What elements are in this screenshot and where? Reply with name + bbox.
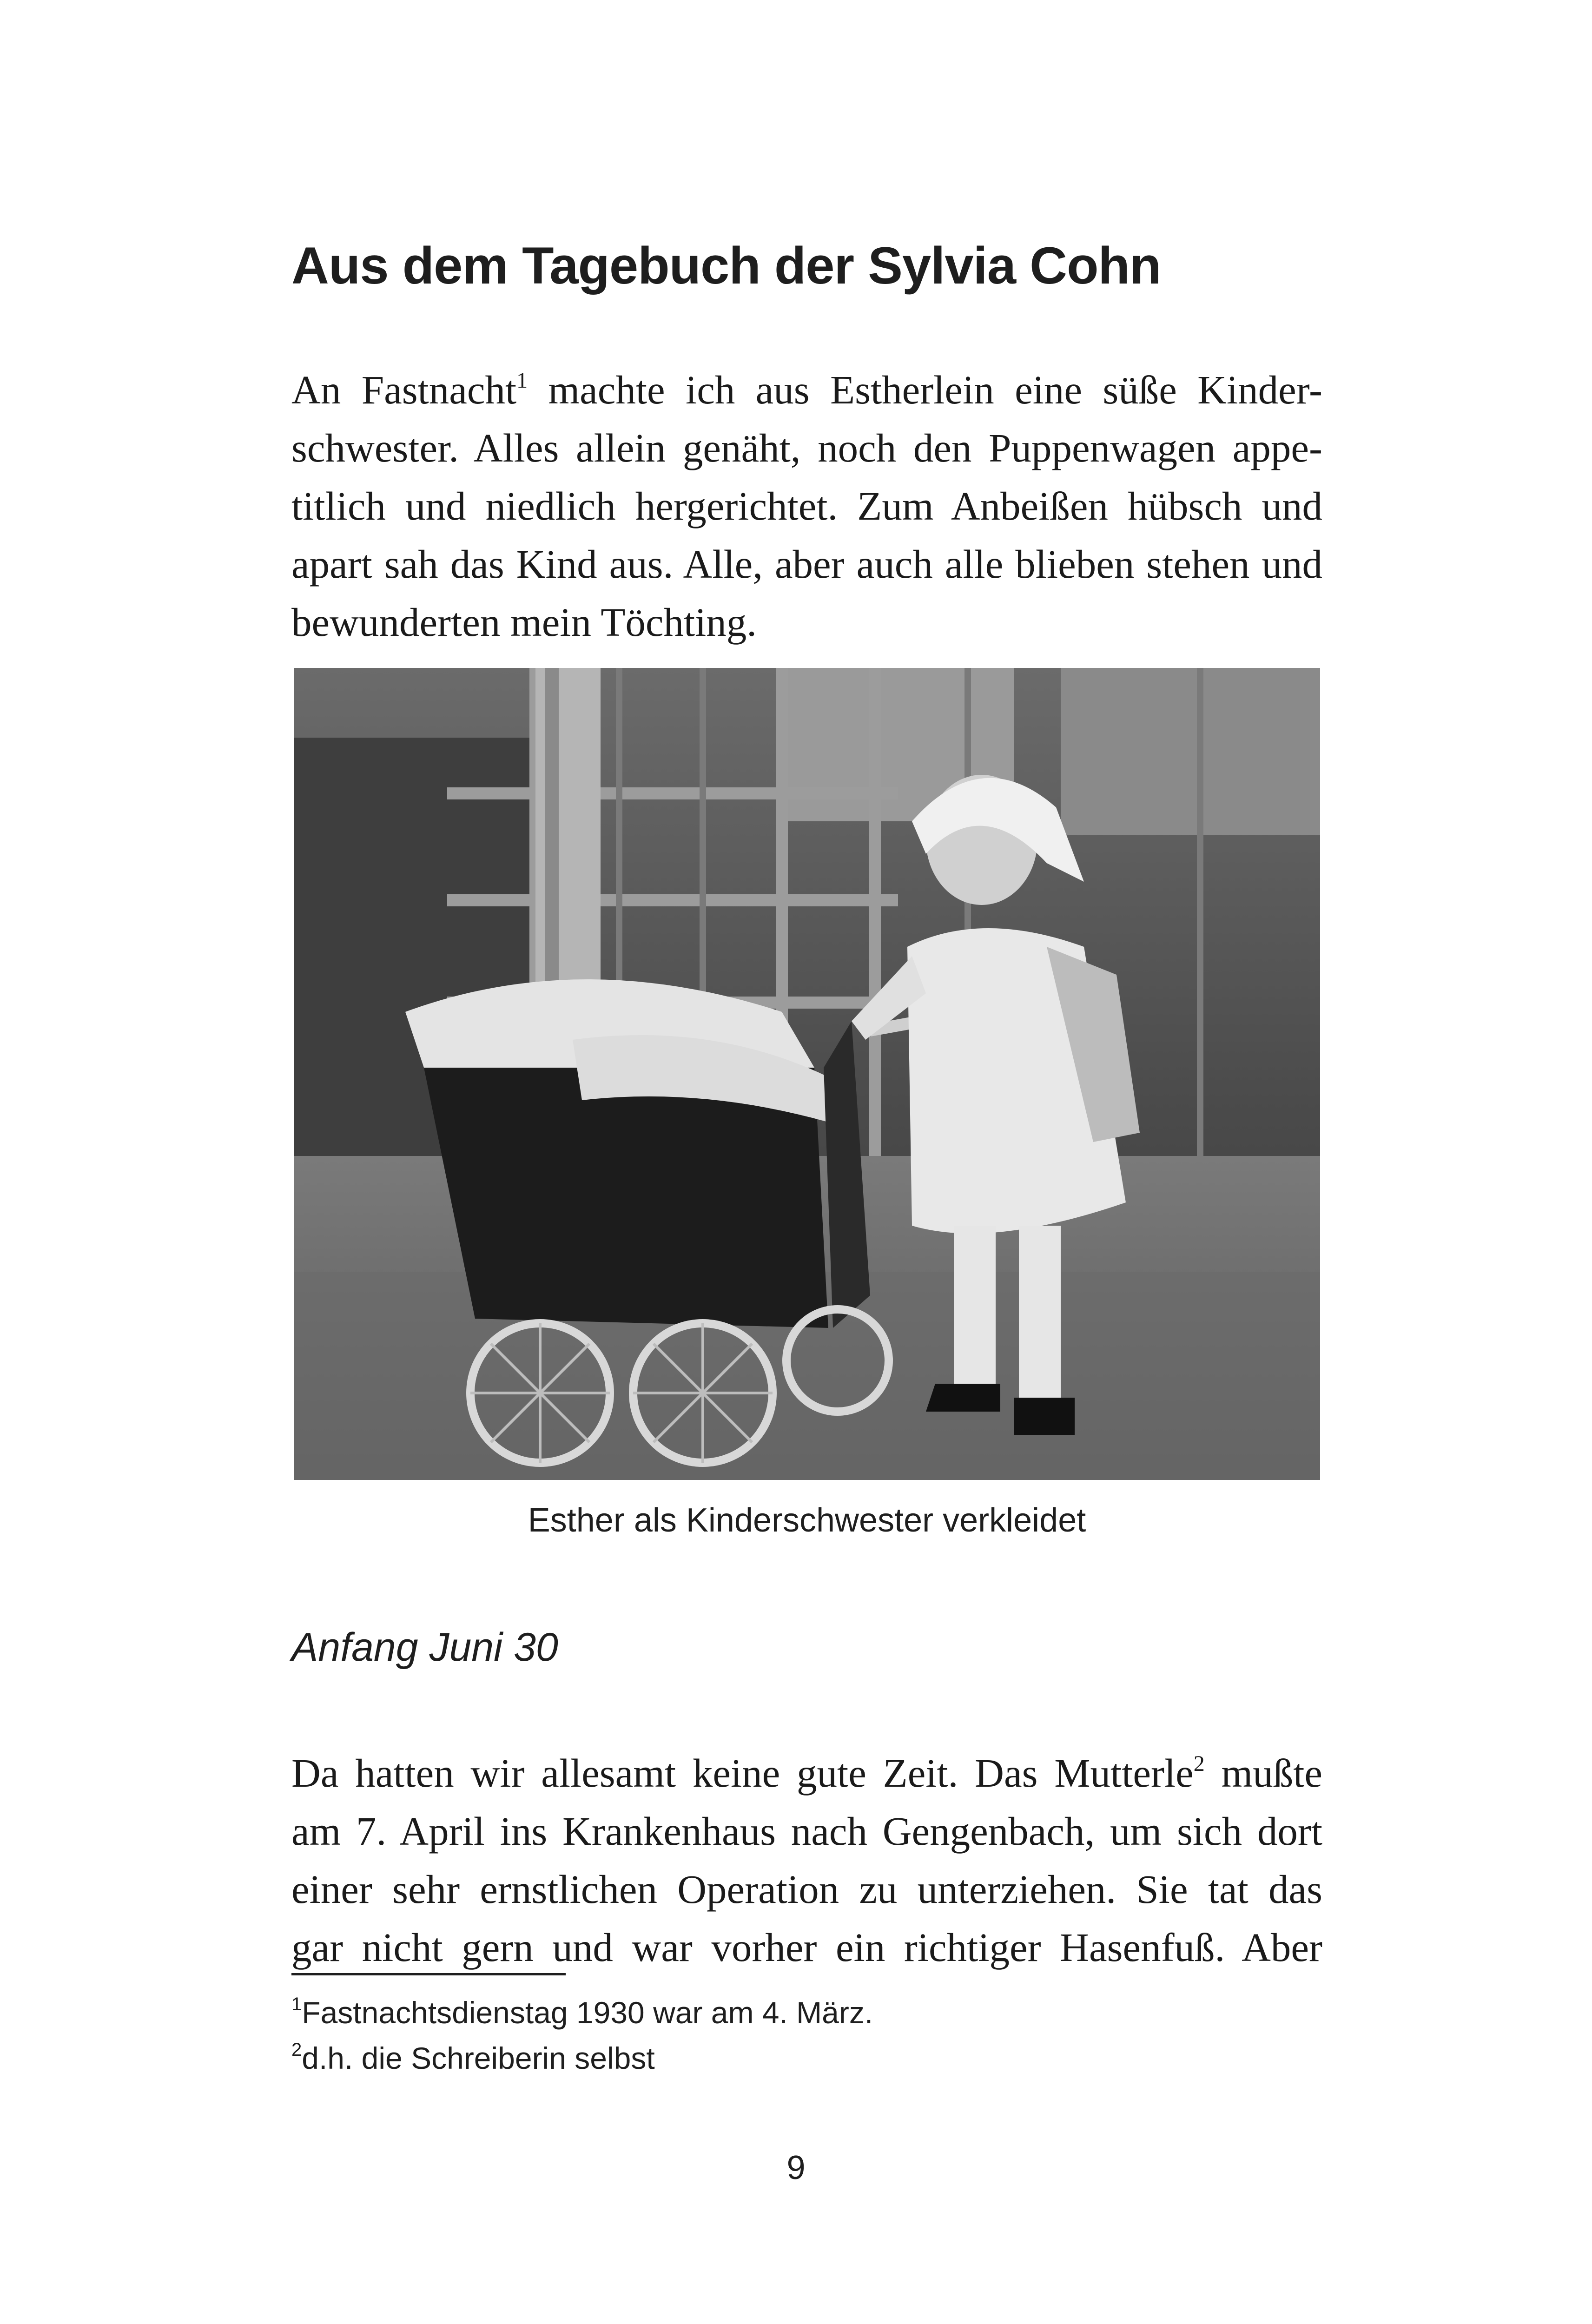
paragraph-line: schwester. Alles allein genäht, noch den Puppenwagen appe- xyxy=(291,425,1322,470)
footnote-2: $^2$d.h. die Schreiberin selbst xyxy=(291,2040,655,2075)
page-heading: Aus dem Tagebuch der Sylvia Cohn xyxy=(291,237,1161,295)
photo-girl-with-pram xyxy=(294,668,1320,1480)
paragraph-line: bewunderten mein Töchting. xyxy=(291,600,757,645)
paragraph-line: An Fastnacht$^1$ machte ich aus Estherlein eine süße Kinder- xyxy=(291,367,1322,412)
footnote-ref-1[interactable]: 1 xyxy=(516,368,528,393)
paragraph-line: apart sah das Kind aus. Alle, aber auch alle blieben stehen und xyxy=(291,541,1322,587)
diary-paragraph-2 xyxy=(291,1744,1322,1976)
paragraph-line: gar nicht gern und war vorher ein richtiger Hasenfuß. Aber xyxy=(291,1925,1322,1970)
diary-paragraph-1 xyxy=(291,361,1322,651)
footnote-1: $^1$Fastnachtsdienstag 1930 war am 4. März. xyxy=(291,1994,873,2030)
paragraph-line: am 7. April ins Krankenhaus nach Gengenbach, um sich dort xyxy=(291,1809,1322,1854)
paragraph-line: einer sehr ernstlichen Operation zu unterziehen. Sie tat das xyxy=(291,1867,1322,1912)
footnote-ref-2[interactable]: 2 xyxy=(1193,1751,1205,1776)
photo-caption: Esther als Kinderschwester verkleidet xyxy=(528,1502,1086,1539)
paragraph-line: Da hatten wir allesamt keine gute Zeit. Das Mutterle$^2$ mußte xyxy=(291,1750,1322,1796)
paragraph-line: titlich und niedlich hergerichtet. Zum Anbeißen hübsch und xyxy=(291,483,1322,528)
page-number: 9 xyxy=(786,2149,806,2186)
footnote-separator xyxy=(291,1973,566,1975)
diary-date-heading: Anfang Juni 30 xyxy=(291,1625,558,1670)
